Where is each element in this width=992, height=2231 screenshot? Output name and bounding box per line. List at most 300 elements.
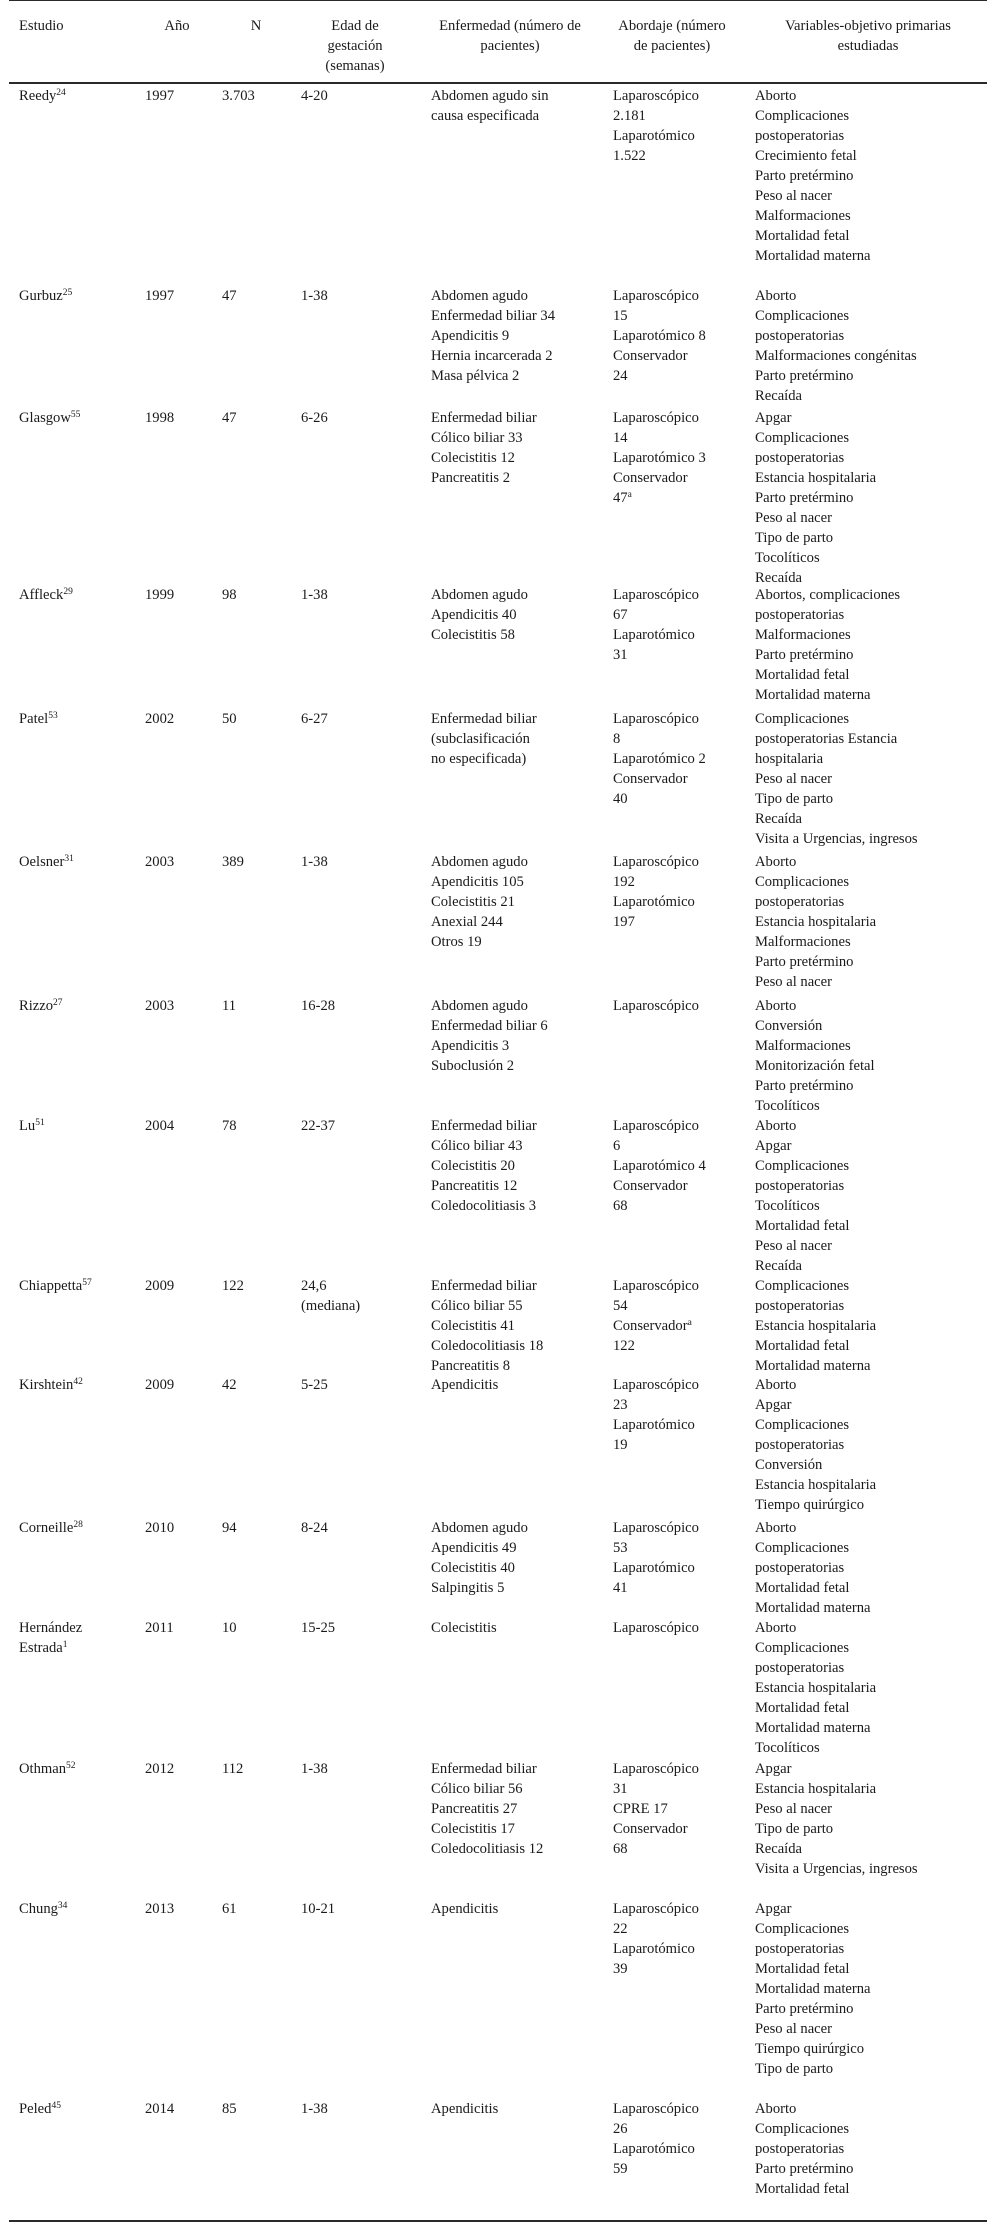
cell-enfermedad-line: (subclasificación bbox=[431, 731, 530, 747]
cell-n-line: 47 bbox=[222, 288, 237, 304]
cell-n bbox=[222, 1116, 292, 1136]
cell-enfermedad-line: Pancreatitis 8 bbox=[431, 1358, 511, 1374]
cell-enfermedad-line: Enfermedad biliar 6 bbox=[431, 1018, 548, 1034]
cell-abordaje-line: 8 bbox=[613, 731, 621, 747]
reference-number: 53 bbox=[48, 711, 58, 721]
reference-number: 51 bbox=[35, 1118, 45, 1128]
reference-number: 24 bbox=[56, 88, 66, 98]
cell-estudio bbox=[19, 1759, 139, 1779]
cell-variables-line: postoperatorias bbox=[755, 1298, 845, 1314]
cell-enfermedad bbox=[431, 2099, 581, 2119]
cell-estudio-line: Othman$^{52}$ bbox=[19, 1761, 76, 1777]
reference-number: 45 bbox=[51, 2101, 61, 2111]
header-enfermedad: Enfermedad (número de pacientes) bbox=[439, 18, 581, 54]
cell-n-line: 11 bbox=[222, 998, 237, 1014]
cell-estudio-line: Chung$^{34}$ bbox=[19, 1901, 68, 1917]
cell-abordaje-line: Conservador bbox=[613, 771, 688, 787]
cell-edad bbox=[301, 86, 401, 106]
cell-variables-line: Estancia hospitalaria bbox=[755, 470, 877, 486]
reference-number: 25 bbox=[62, 288, 73, 298]
cell-anio-line: 1997 bbox=[145, 288, 175, 304]
cell-enfermedad-line: Enfermedad biliar 34 bbox=[431, 308, 555, 324]
cell-enfermedad-line: Apendicitis bbox=[431, 1901, 499, 1917]
cell-enfermedad-line: Apendicitis 9 bbox=[431, 328, 510, 344]
cell-estudio bbox=[19, 86, 139, 106]
cell-variables-line: Complicaciones bbox=[755, 1540, 850, 1556]
cell-enfermedad-line: Abdomen agudo bbox=[431, 854, 528, 870]
cell-variables-line: Complicaciones bbox=[755, 874, 850, 890]
cell-abordaje-line: Laparotómico 8 bbox=[613, 328, 706, 344]
cell-variables-line: Complicaciones bbox=[755, 1278, 850, 1294]
cell-abordaje-line: Laparotómico bbox=[613, 128, 695, 144]
cell-variables-line: Mortalidad fetal bbox=[755, 1338, 850, 1354]
cell-estudio bbox=[19, 585, 139, 605]
cell-enfermedad-line: Apendicitis 3 bbox=[431, 1038, 510, 1054]
cell-variables-line: postoperatorias bbox=[755, 1560, 845, 1576]
cell-enfermedad bbox=[431, 408, 581, 488]
cell-variables bbox=[755, 709, 987, 849]
cell-abordaje-line: Laparoscópico bbox=[613, 1118, 699, 1134]
cell-anio bbox=[145, 1518, 205, 1538]
cell-abordaje bbox=[613, 408, 773, 508]
cell-abordaje-line: 22 bbox=[613, 1921, 628, 1937]
cell-n-line: 389 bbox=[222, 854, 244, 870]
cell-edad bbox=[301, 709, 401, 729]
cell-enfermedad-line: Abdomen agudo bbox=[431, 288, 528, 304]
cell-variables-line: Tipo de parto bbox=[755, 530, 834, 546]
cell-n bbox=[222, 286, 292, 306]
cell-edad bbox=[301, 286, 401, 306]
cell-enfermedad-line: Pancreatitis 12 bbox=[431, 1178, 518, 1194]
cell-anio-line: 2014 bbox=[145, 2101, 175, 2117]
cell-abordaje-line: Laparotómico 3 bbox=[613, 450, 706, 466]
cell-abordaje bbox=[613, 1759, 773, 1859]
footnote-mark: a bbox=[627, 490, 632, 500]
cell-enfermedad bbox=[431, 86, 581, 126]
cell-variables-line: Recaída bbox=[755, 388, 802, 404]
cell-variables-line: Apgar bbox=[755, 1138, 792, 1154]
cell-edad bbox=[301, 852, 401, 872]
cell-variables bbox=[755, 286, 987, 406]
cell-variables-line: Recaída bbox=[755, 811, 802, 827]
cell-abordaje-line: 192 bbox=[613, 874, 635, 890]
cell-enfermedad-line: Cólico biliar 33 bbox=[431, 430, 523, 446]
cell-variables-line: Mortalidad fetal bbox=[755, 1961, 850, 1977]
cell-enfermedad-line: Salpingitis 5 bbox=[431, 1580, 505, 1596]
cell-n bbox=[222, 1618, 292, 1638]
cell-enfermedad-line: Coledocolitiasis 3 bbox=[431, 1198, 536, 1214]
cell-abordaje-line: Laparotómico bbox=[613, 2141, 695, 2157]
cell-anio bbox=[145, 86, 205, 106]
cell-abordaje-line: Conservador bbox=[613, 470, 688, 486]
cell-estudio-line: Kirshtein$^{42}$ bbox=[19, 1377, 83, 1393]
cell-enfermedad bbox=[431, 1518, 581, 1598]
cell-abordaje bbox=[613, 709, 773, 809]
cell-enfermedad-line: Abdomen agudo bbox=[431, 1520, 528, 1536]
cell-variables-line: Abortos, complicaciones bbox=[755, 587, 901, 603]
cell-anio bbox=[145, 996, 205, 1016]
cell-enfermedad-line: Abdomen agudo bbox=[431, 587, 528, 603]
cell-abordaje-line: 24 bbox=[613, 368, 628, 384]
cell-abordaje-line: CPRE 17 bbox=[613, 1801, 668, 1817]
cell-edad-line: 4-20 bbox=[301, 88, 328, 104]
cell-edad-line: 22-37 bbox=[301, 1118, 336, 1134]
cell-abordaje-line: 19 bbox=[613, 1437, 628, 1453]
cell-enfermedad-line: Pancreatitis 2 bbox=[431, 470, 511, 486]
cell-variables bbox=[755, 1276, 987, 1376]
cell-variables-line: Complicaciones bbox=[755, 108, 850, 124]
cell-variables-line: Mortalidad fetal bbox=[755, 1580, 850, 1596]
cell-abordaje-line: 68 bbox=[613, 1841, 628, 1857]
cell-anio-line: 2011 bbox=[145, 1620, 174, 1636]
cell-enfermedad-line: no especificada) bbox=[431, 751, 527, 767]
cell-estudio-line: Rizzo$^{27}$ bbox=[19, 998, 63, 1014]
cell-variables-line: Estancia hospitalaria bbox=[755, 1477, 877, 1493]
cell-anio bbox=[145, 2099, 205, 2119]
cell-variables-line: postoperatorias bbox=[755, 450, 845, 466]
cell-enfermedad-line: Anexial 244 bbox=[431, 914, 503, 930]
reference-number: 29 bbox=[63, 587, 73, 597]
cell-variables-line: Mortalidad materna bbox=[755, 1358, 871, 1374]
footnote-mark: a bbox=[687, 1318, 692, 1328]
cell-edad bbox=[301, 1375, 401, 1395]
cell-anio-line: 1999 bbox=[145, 587, 175, 603]
cell-variables-line: postoperatorias bbox=[755, 128, 845, 144]
cell-abordaje-line: 47$^a$ bbox=[613, 490, 632, 506]
cell-estudio-line: Affleck$^{29}$ bbox=[19, 587, 73, 603]
reference-number: 42 bbox=[73, 1377, 83, 1387]
cell-variables-line: Aborto bbox=[755, 998, 797, 1014]
cell-abordaje bbox=[613, 1276, 773, 1356]
cell-variables-line: postoperatorias Estancia bbox=[755, 731, 898, 747]
cell-abordaje bbox=[613, 585, 773, 665]
cell-variables-line: Tocolíticos bbox=[755, 550, 820, 566]
cell-variables-line: Tiempo quirúrgico bbox=[755, 2041, 865, 2057]
cell-anio bbox=[145, 852, 205, 872]
cell-enfermedad-line: Abdomen agudo bbox=[431, 998, 528, 1014]
header-variables: Variables-objetivo primarias estudiadas bbox=[785, 18, 951, 54]
cell-n-line: 61 bbox=[222, 1901, 237, 1917]
cell-anio-line: 1997 bbox=[145, 88, 175, 104]
cell-variables-line: Peso al nacer bbox=[755, 974, 832, 990]
cell-variables-line: Complicaciones bbox=[755, 1158, 850, 1174]
cell-enfermedad bbox=[431, 852, 581, 952]
cell-abordaje-line: Laparoscópico bbox=[613, 1377, 699, 1393]
cell-abordaje-line: Laparoscópico bbox=[613, 854, 699, 870]
cell-variables-line: Peso al nacer bbox=[755, 510, 832, 526]
cell-variables-line: postoperatorias bbox=[755, 1178, 845, 1194]
cell-abordaje-line: 31 bbox=[613, 647, 628, 663]
cell-n-line: 122 bbox=[222, 1278, 244, 1294]
cell-estudio bbox=[19, 1518, 139, 1538]
cell-anio bbox=[145, 585, 205, 605]
cell-edad-line: 1-38 bbox=[301, 2101, 328, 2117]
cell-variables-line: Mortalidad materna bbox=[755, 248, 871, 264]
cell-abordaje bbox=[613, 1116, 773, 1216]
cell-n-line: 42 bbox=[222, 1377, 237, 1393]
cell-variables-line: Malformaciones bbox=[755, 1038, 851, 1054]
cell-n bbox=[222, 1375, 292, 1395]
cell-variables bbox=[755, 86, 987, 266]
cell-enfermedad bbox=[431, 1759, 581, 1859]
cell-edad-line: 1-38 bbox=[301, 854, 328, 870]
cell-enfermedad-line: Colecistitis bbox=[431, 1620, 497, 1636]
cell-abordaje-line: Laparoscópico bbox=[613, 1901, 699, 1917]
cell-abordaje bbox=[613, 2099, 773, 2179]
cell-n bbox=[222, 408, 292, 428]
cell-enfermedad-line: Enfermedad biliar bbox=[431, 711, 537, 727]
cell-estudio-line: Lu$^{51}$ bbox=[19, 1118, 45, 1134]
cell-anio bbox=[145, 1618, 205, 1638]
cell-variables-line: Estancia hospitalaria bbox=[755, 1680, 877, 1696]
cell-enfermedad-line: Abdomen agudo sin bbox=[431, 88, 549, 104]
reference-number: 34 bbox=[57, 1901, 68, 1911]
cell-variables-line: postoperatorias bbox=[755, 894, 845, 910]
cell-edad-line: 5-25 bbox=[301, 1377, 328, 1393]
cell-abordaje-line: 6 bbox=[613, 1138, 621, 1154]
cell-variables-line: Peso al nacer bbox=[755, 1238, 832, 1254]
cell-abordaje bbox=[613, 1618, 773, 1638]
cell-anio-line: 1998 bbox=[145, 410, 175, 426]
cell-variables-line: Malformaciones bbox=[755, 627, 851, 643]
cell-estudio-line: Peled$^{45}$ bbox=[19, 2101, 61, 2117]
cell-abordaje-line: 122 bbox=[613, 1338, 635, 1354]
cell-variables bbox=[755, 852, 987, 992]
cell-abordaje-line: Laparoscópico bbox=[613, 1278, 699, 1294]
cell-abordaje-line: Laparoscópico bbox=[613, 1761, 699, 1777]
cell-variables-line: Aborto bbox=[755, 1620, 797, 1636]
cell-variables bbox=[755, 1518, 987, 1618]
cell-variables-line: postoperatorias bbox=[755, 1437, 845, 1453]
cell-n bbox=[222, 1899, 292, 1919]
cell-variables-line: Malformaciones congénitas bbox=[755, 348, 917, 364]
cell-variables-line: Parto pretérmino bbox=[755, 2161, 854, 2177]
cell-estudio bbox=[19, 286, 139, 306]
cell-variables-line: Tocolíticos bbox=[755, 1098, 820, 1114]
cell-variables-line: Mortalidad materna bbox=[755, 1720, 871, 1736]
cell-edad bbox=[301, 1899, 401, 1919]
cell-enfermedad-line: Coledocolitiasis 12 bbox=[431, 1841, 544, 1857]
cell-abordaje-line: Laparotómico bbox=[613, 1417, 695, 1433]
cell-variables-line: Peso al nacer bbox=[755, 1801, 832, 1817]
cell-abordaje-line: Laparoscópico bbox=[613, 1620, 699, 1636]
cell-variables-line: Aborto bbox=[755, 288, 797, 304]
cell-enfermedad-line: Enfermedad biliar bbox=[431, 1278, 537, 1294]
cell-variables-line: postoperatorias bbox=[755, 1941, 845, 1957]
cell-variables-line: postoperatorias bbox=[755, 607, 845, 623]
cell-enfermedad-line: Cólico biliar 55 bbox=[431, 1298, 523, 1314]
header-edad: Edad de gestación (semanas) bbox=[325, 18, 385, 74]
cell-abordaje-line: Laparoscópico bbox=[613, 711, 699, 727]
cell-abordaje-line: 1.522 bbox=[613, 148, 646, 164]
reference-number: 55 bbox=[70, 410, 81, 420]
reference-number: 52 bbox=[66, 1761, 76, 1771]
cell-anio-line: 2009 bbox=[145, 1377, 175, 1393]
cell-n bbox=[222, 996, 292, 1016]
cell-n bbox=[222, 585, 292, 605]
table-header-rule bbox=[9, 82, 987, 84]
cell-n-line: 78 bbox=[222, 1118, 237, 1134]
cell-variables-line: Complicaciones bbox=[755, 308, 850, 324]
cell-enfermedad-line: Apendicitis 105 bbox=[431, 874, 524, 890]
cell-anio-line: 2003 bbox=[145, 998, 175, 1014]
cell-edad bbox=[301, 408, 401, 428]
cell-variables-line: Apgar bbox=[755, 1397, 792, 1413]
cell-enfermedad-line: Coledocolitiasis 18 bbox=[431, 1338, 544, 1354]
cell-n-line: 94 bbox=[222, 1520, 237, 1536]
cell-n bbox=[222, 2099, 292, 2119]
cell-enfermedad bbox=[431, 286, 581, 386]
cell-enfermedad-line: Hernia incarcerada 2 bbox=[431, 348, 553, 364]
cell-edad-line: 15-25 bbox=[301, 1620, 336, 1636]
cell-edad bbox=[301, 1759, 401, 1779]
cell-abordaje-line: 54 bbox=[613, 1298, 628, 1314]
cell-enfermedad bbox=[431, 1375, 581, 1395]
cell-anio bbox=[145, 1759, 205, 1779]
cell-estudio-line: Glasgow$^{55}$ bbox=[19, 410, 81, 426]
cell-variables bbox=[755, 585, 987, 705]
cell-enfermedad-line: Apendicitis bbox=[431, 2101, 499, 2117]
cell-enfermedad-line: Colecistitis 12 bbox=[431, 450, 515, 466]
reference-number: 27 bbox=[53, 998, 63, 1008]
header-estudio: Estudio bbox=[19, 18, 64, 34]
cell-n bbox=[222, 1276, 292, 1296]
cell-n bbox=[222, 86, 292, 106]
cell-estudio-line: Corneille$^{28}$ bbox=[19, 1520, 83, 1536]
table-top-rule bbox=[9, 0, 987, 1]
cell-enfermedad-line: Colecistitis 40 bbox=[431, 1560, 515, 1576]
cell-variables-line: postoperatorias bbox=[755, 2141, 845, 2157]
cell-variables-line: Visita a Urgencias, ingresos bbox=[755, 831, 918, 847]
cell-abordaje-line: 31 bbox=[613, 1781, 628, 1797]
cell-abordaje bbox=[613, 852, 773, 932]
cell-enfermedad bbox=[431, 1116, 581, 1216]
cell-n bbox=[222, 709, 292, 729]
cell-variables-line: Recaída bbox=[755, 1841, 802, 1857]
cell-n-line: 85 bbox=[222, 2101, 237, 2117]
cell-variables bbox=[755, 1618, 987, 1758]
cell-edad-line: 1-38 bbox=[301, 587, 328, 603]
cell-n bbox=[222, 1518, 292, 1538]
cell-variables-line: Mortalidad fetal bbox=[755, 228, 850, 244]
cell-abordaje-line: Laparotómico 2 bbox=[613, 751, 706, 767]
cell-variables bbox=[755, 1116, 987, 1276]
cell-variables-line: Mortalidad materna bbox=[755, 1600, 871, 1616]
cell-abordaje-line: 26 bbox=[613, 2121, 628, 2137]
cell-edad bbox=[301, 996, 401, 1016]
header-n: N bbox=[250, 18, 262, 34]
cell-variables bbox=[755, 408, 987, 588]
table-header bbox=[9, 16, 987, 80]
cell-anio-line: 2013 bbox=[145, 1901, 175, 1917]
cell-edad-line: 8-24 bbox=[301, 1520, 328, 1536]
reference-number: 31 bbox=[64, 854, 74, 864]
cell-variables-line: Apgar bbox=[755, 410, 792, 426]
cell-enfermedad-line: Otros 19 bbox=[431, 934, 482, 950]
cell-abordaje-line: 197 bbox=[613, 914, 635, 930]
cell-estudio bbox=[19, 996, 139, 1016]
cell-estudio-line: Reedy$^{24}$ bbox=[19, 88, 66, 104]
cell-abordaje-line: 67 bbox=[613, 607, 628, 623]
cell-variables-line: Tipo de parto bbox=[755, 2061, 834, 2077]
cell-enfermedad-line: Cólico biliar 43 bbox=[431, 1138, 523, 1154]
cell-abordaje-line: Conservador bbox=[613, 348, 688, 364]
header-anio: Año bbox=[164, 18, 190, 34]
cell-abordaje-line: Laparotómico bbox=[613, 1941, 695, 1957]
cell-variables-line: Complicaciones bbox=[755, 1640, 850, 1656]
cell-variables-line: Recaída bbox=[755, 570, 802, 586]
cell-abordaje bbox=[613, 1375, 773, 1455]
cell-variables-line: Estancia hospitalaria bbox=[755, 914, 877, 930]
cell-abordaje-line: Laparoscópico bbox=[613, 2101, 699, 2117]
cell-variables-line: Mortalidad materna bbox=[755, 1981, 871, 1997]
cell-abordaje bbox=[613, 1899, 773, 1979]
cell-n bbox=[222, 1759, 292, 1779]
cell-edad-line: 1-38 bbox=[301, 1761, 328, 1777]
cell-abordaje-line: Laparoscópico bbox=[613, 587, 699, 603]
header-abordaje: Abordaje (número de pacientes) bbox=[618, 18, 726, 54]
cell-estudio bbox=[19, 408, 139, 428]
cell-enfermedad-line: Colecistitis 41 bbox=[431, 1318, 515, 1334]
cell-enfermedad-line: Colecistitis 21 bbox=[431, 894, 515, 910]
cell-abordaje bbox=[613, 86, 773, 166]
cell-enfermedad bbox=[431, 1618, 581, 1638]
cell-variables-line: Parto pretérmino bbox=[755, 954, 854, 970]
cell-variables-line: Conversión bbox=[755, 1018, 823, 1034]
cell-variables-line: Aborto bbox=[755, 2101, 797, 2117]
cell-variables-line: Aborto bbox=[755, 1118, 797, 1134]
cell-variables-line: Complicaciones bbox=[755, 711, 850, 727]
cell-anio-line: 2003 bbox=[145, 854, 175, 870]
cell-abordaje bbox=[613, 286, 773, 386]
cell-abordaje-line: 40 bbox=[613, 791, 628, 807]
cell-edad-line: 6-26 bbox=[301, 410, 328, 426]
cell-abordaje-line: 41 bbox=[613, 1580, 628, 1596]
cell-enfermedad bbox=[431, 709, 581, 769]
cell-abordaje bbox=[613, 996, 773, 1016]
cell-anio bbox=[145, 286, 205, 306]
cell-edad bbox=[301, 1618, 401, 1638]
cell-estudio bbox=[19, 1116, 139, 1136]
cell-variables-line: Recaída bbox=[755, 1258, 802, 1274]
cell-enfermedad bbox=[431, 585, 581, 645]
cell-variables-line: Tiempo quirúrgico bbox=[755, 1497, 865, 1513]
cell-variables bbox=[755, 1375, 987, 1515]
cell-edad-line: 16-28 bbox=[301, 998, 336, 1014]
cell-anio-line: 2012 bbox=[145, 1761, 175, 1777]
cell-estudio-line: Gurbuz$^{25}$ bbox=[19, 288, 73, 304]
cell-n-line: 3.703 bbox=[222, 88, 255, 104]
cell-estudio-line: Oelsner$^{31}$ bbox=[19, 854, 74, 870]
cell-variables-line: Complicaciones bbox=[755, 1417, 850, 1433]
cell-n-line: 47 bbox=[222, 410, 237, 426]
cell-enfermedad-line: Colecistitis 17 bbox=[431, 1821, 515, 1837]
cell-estudio bbox=[19, 1375, 139, 1395]
cell-anio bbox=[145, 1375, 205, 1395]
cell-variables bbox=[755, 1899, 987, 2079]
cell-variables-line: Peso al nacer bbox=[755, 771, 832, 787]
cell-abordaje-line: 53 bbox=[613, 1540, 628, 1556]
cell-anio bbox=[145, 1899, 205, 1919]
cell-estudio bbox=[19, 1618, 139, 1658]
cell-variables-line: Mortalidad fetal bbox=[755, 1218, 850, 1234]
cell-enfermedad bbox=[431, 1276, 581, 1376]
cell-variables bbox=[755, 996, 987, 1116]
cell-abordaje-line: 2.181 bbox=[613, 108, 646, 124]
cell-abordaje-line: Laparotómico 4 bbox=[613, 1158, 706, 1174]
cell-abordaje-line: 59 bbox=[613, 2161, 628, 2177]
cell-enfermedad-line: causa especificada bbox=[431, 108, 540, 124]
